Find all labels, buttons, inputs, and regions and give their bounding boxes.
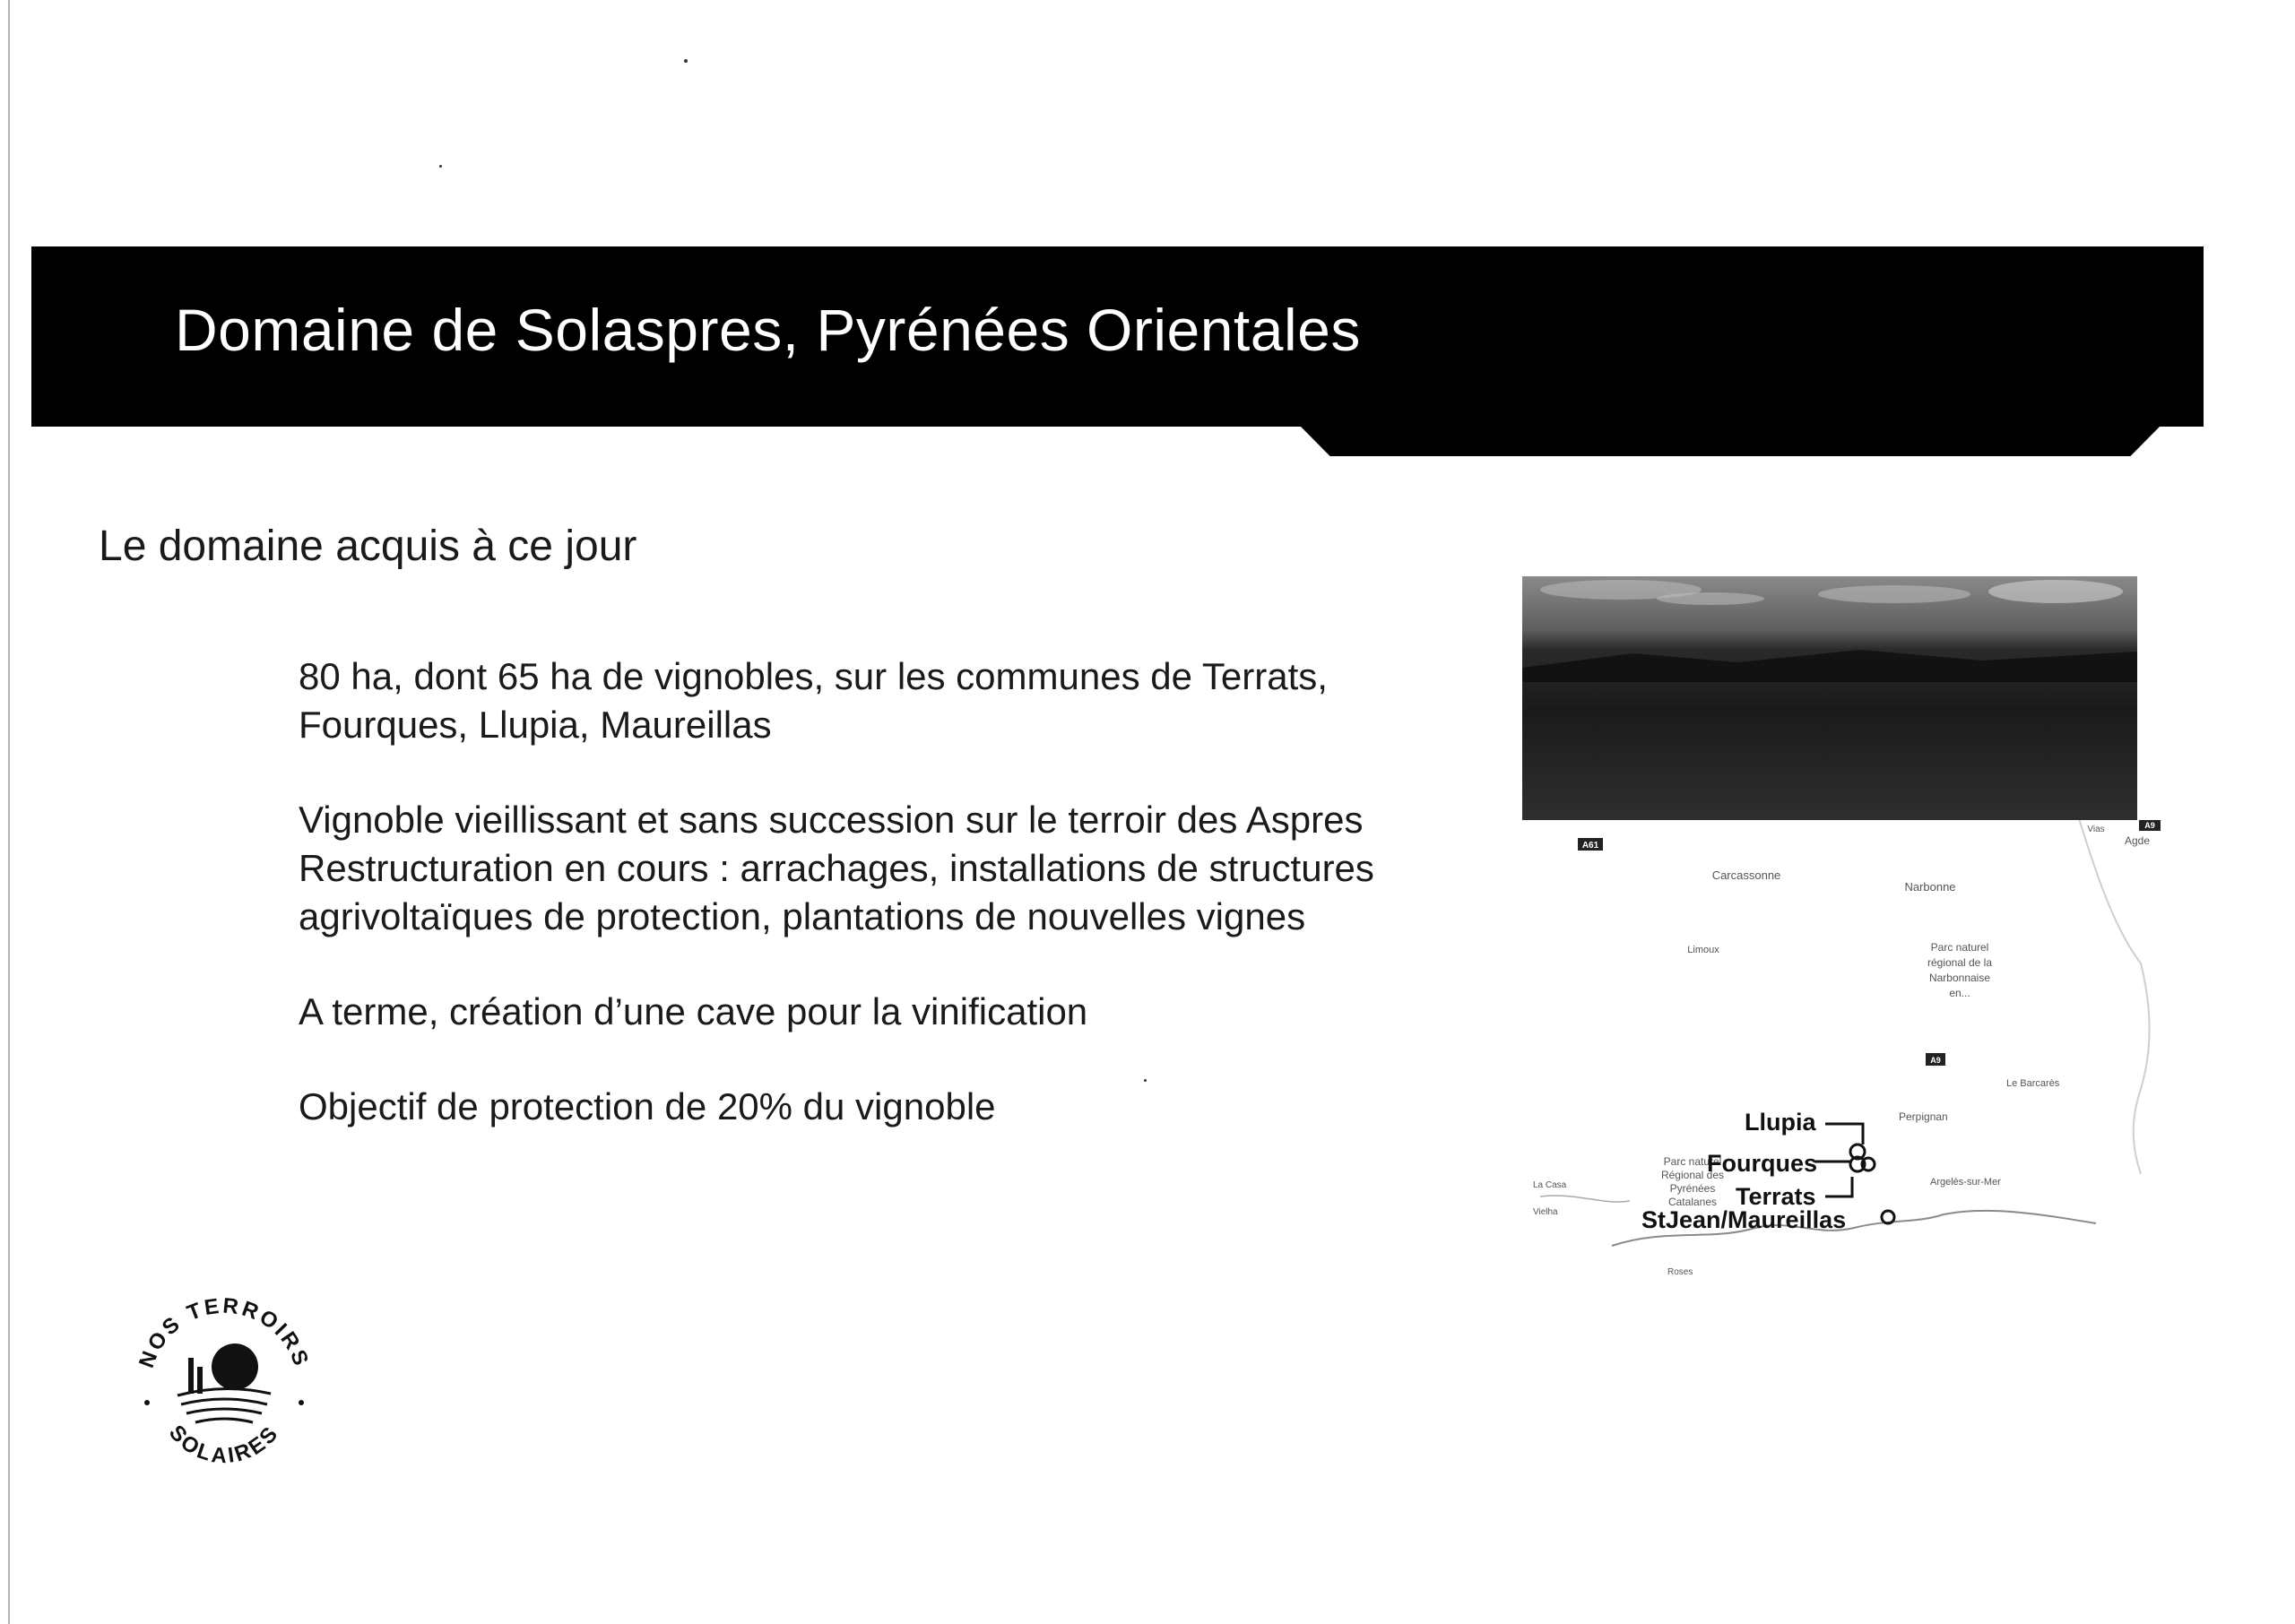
logo-emblem-icon [126, 1286, 323, 1479]
place-argeles: Argelès-sur-Mer [1930, 1177, 2001, 1188]
svg-text:A9: A9 [2144, 821, 2155, 830]
paragraph-area [299, 652, 1491, 749]
svg-text:Régional des: Régional des [1660, 1169, 1725, 1181]
place-perpignan: Perpignan [1899, 1110, 1948, 1123]
map-svg [1522, 820, 2168, 1317]
text-line: Fourques, Llupia, Maureillas [299, 704, 772, 746]
scan-speck [684, 59, 688, 63]
place-agde: Agde [2125, 834, 2151, 847]
text-line: 80 ha, dont 65 ha de vignobles, sur les communes de Terrats, [299, 655, 1328, 697]
town-fourques: Fourques [1707, 1150, 1818, 1177]
scan-edge [8, 0, 10, 1624]
svg-text:Narbonnaise: Narbonnaise [1928, 972, 1991, 984]
place-roses: Roses [1667, 1267, 1693, 1277]
svg-text:en...: en... [1949, 987, 1970, 999]
place-vias: Vias [2087, 825, 2105, 834]
svg-text:Catalanes: Catalanes [1667, 1196, 1718, 1208]
text-line: Objectif de protection de 20% du vignoble [299, 1085, 996, 1127]
slide-subtitle: Le domaine acquis à ce jour [99, 523, 637, 570]
svg-text:Pyrénées: Pyrénées [1669, 1182, 1716, 1195]
text-line: Vignoble vieillissant et sans succession sur le terroir des Aspres [299, 799, 1364, 841]
town-stjean-maureillas: StJean/Maureillas [1641, 1206, 1847, 1233]
location-map [1522, 820, 2168, 1317]
place-narbonne: Narbonne [1904, 880, 1956, 894]
text-line: agrivoltaïques de protection, plantations de nouvelles vignes [299, 895, 1306, 937]
paragraph-vineyard [299, 796, 1491, 941]
place-carcassonne: Carcassonne [1711, 868, 1781, 882]
scan-speck [439, 165, 442, 168]
text-line: A terme, création d’une cave pour la vinification [299, 990, 1088, 1032]
svg-text:NOS TERROIRS: NOS TERROIRS [134, 1293, 315, 1371]
place-vielha: Vielha [1533, 1207, 1558, 1217]
paragraph-objective [299, 1083, 1491, 1131]
town-llupia: Llupia [1745, 1109, 1816, 1136]
title-bar-tab [1300, 426, 2161, 456]
slide-title: Domaine de Solaspres, Pyrénées Orientales [175, 297, 1361, 363]
text-line: Restructuration en cours : arrachages, installations de structures [299, 847, 1374, 889]
svg-text:Parc naturel: Parc naturel [1663, 1155, 1722, 1168]
road-badge-a61 [1578, 838, 1603, 851]
road-badge-a9-mid [1926, 1053, 1945, 1066]
body-text [299, 652, 1491, 1178]
paragraph-cellar [299, 988, 1491, 1036]
svg-text:Parc naturel: Parc naturel [1930, 941, 1989, 954]
nos-terroirs-solaires-logo [126, 1286, 323, 1479]
road-badge-a9-top [2139, 820, 2161, 831]
place-la-casa: La Casa [1533, 1180, 1567, 1190]
place-limoux: Limoux [1687, 945, 1719, 955]
svg-text:SOLAIRES: SOLAIRES [163, 1421, 285, 1469]
svg-text:régional de la: régional de la [1927, 956, 1993, 969]
town-terrats: Terrats [1736, 1183, 1816, 1210]
vineyard-photo [1522, 576, 2137, 820]
svg-text:A9: A9 [1930, 1056, 1941, 1065]
place-le-barcares: Le Barcarès [2006, 1078, 2060, 1089]
svg-text:A61: A61 [1581, 841, 1599, 851]
